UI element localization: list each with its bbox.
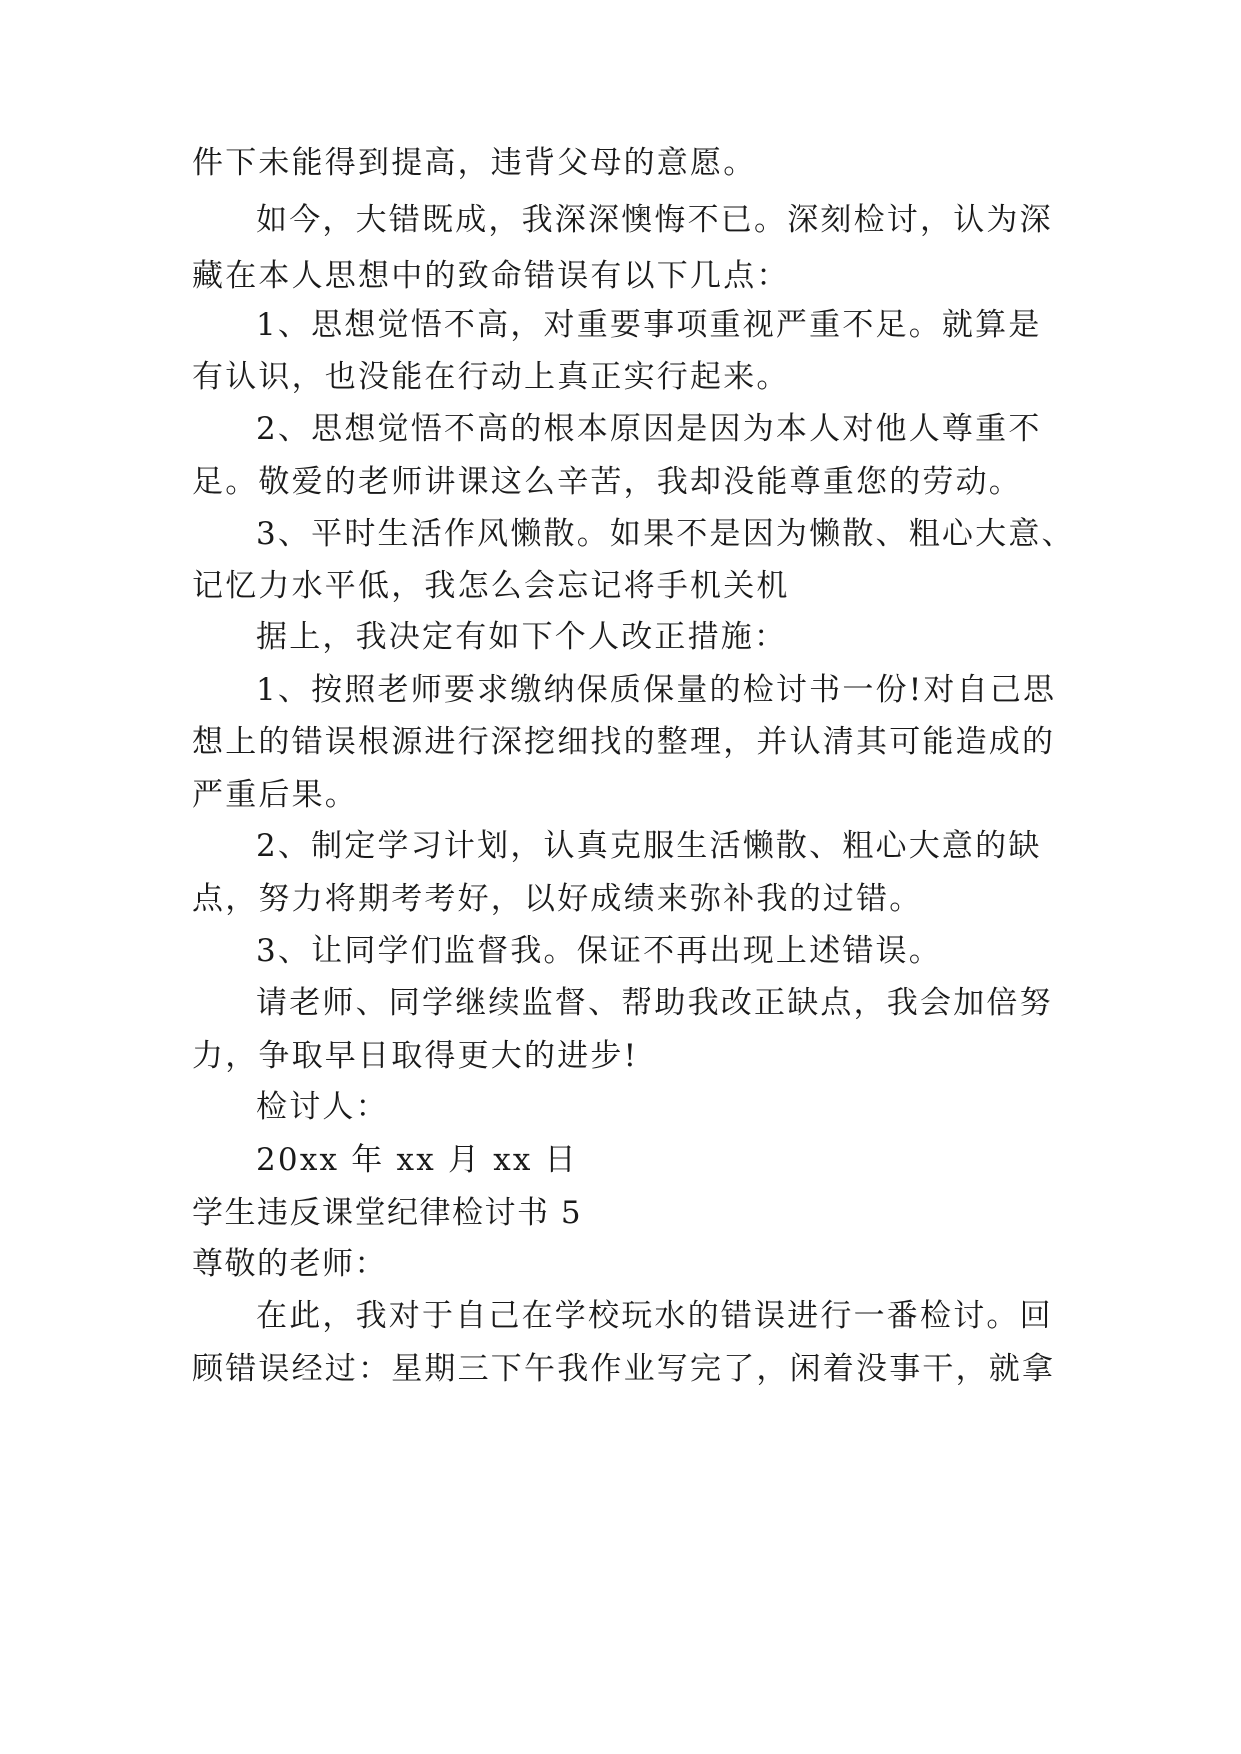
body-line: 件下未能得到提高，违背父母的意愿。 bbox=[192, 145, 757, 181]
date-line: 20xx 年 xx 月 xx 日 bbox=[256, 1142, 578, 1178]
body-line: 有认识，也没能在行动上真正实行起来。 bbox=[192, 359, 790, 395]
body-line: 记忆力水平低，我怎么会忘记将手机关机 bbox=[192, 568, 790, 604]
body-line: 力，争取早日取得更大的进步! bbox=[192, 1038, 639, 1074]
salutation: 尊敬的老师： bbox=[192, 1246, 387, 1282]
body-line: 足。敬爱的老师讲课这么辛苦，我却没能尊重您的劳动。 bbox=[192, 464, 1022, 500]
body-line: 2、思想觉悟不高的根本原因是因为本人对他人尊重不 bbox=[256, 411, 1042, 447]
body-line: 3、平时生活作风懒散。如果不是因为懒散、粗心大意、 bbox=[256, 516, 1075, 552]
body-line: 严重后果。 bbox=[192, 777, 358, 813]
body-line: 2、制定学习计划，认真克服生活懒散、粗心大意的缺 bbox=[256, 828, 1042, 864]
body-line: 据上，我决定有如下个人改正措施： bbox=[256, 619, 788, 655]
section-title: 学生违反课堂纪律检讨书 5 bbox=[192, 1195, 583, 1231]
body-line: 想上的错误根源进行深挖细找的整理，并认清其可能造成的 bbox=[192, 724, 1056, 760]
body-line: 请老师、同学继续监督、帮助我改正缺点，我会加倍努 bbox=[256, 985, 1053, 1021]
body-line: 1、思想觉悟不高，对重要事项重视严重不足。就算是 bbox=[256, 307, 1042, 343]
signer-label: 检讨人： bbox=[256, 1089, 389, 1125]
body-line: 顾错误经过：星期三下午我作业写完了，闲着没事干，就拿 bbox=[192, 1351, 1056, 1387]
body-line: 3、让同学们监督我。保证不再出现上述错误。 bbox=[256, 933, 942, 969]
body-line: 在此，我对于自己在学校玩水的错误进行一番检讨。回 bbox=[256, 1298, 1053, 1334]
body-line: 1、按照老师要求缴纳保质保量的检讨书一份!对自己思 bbox=[256, 672, 1057, 708]
body-line: 如今，大错既成，我深深懊悔不已。深刻检讨，认为深 bbox=[256, 202, 1053, 238]
body-line: 藏在本人思想中的致命错误有以下几点： bbox=[192, 258, 790, 294]
body-line: 点，努力将期考考好，以好成绩来弥补我的过错。 bbox=[192, 881, 923, 917]
